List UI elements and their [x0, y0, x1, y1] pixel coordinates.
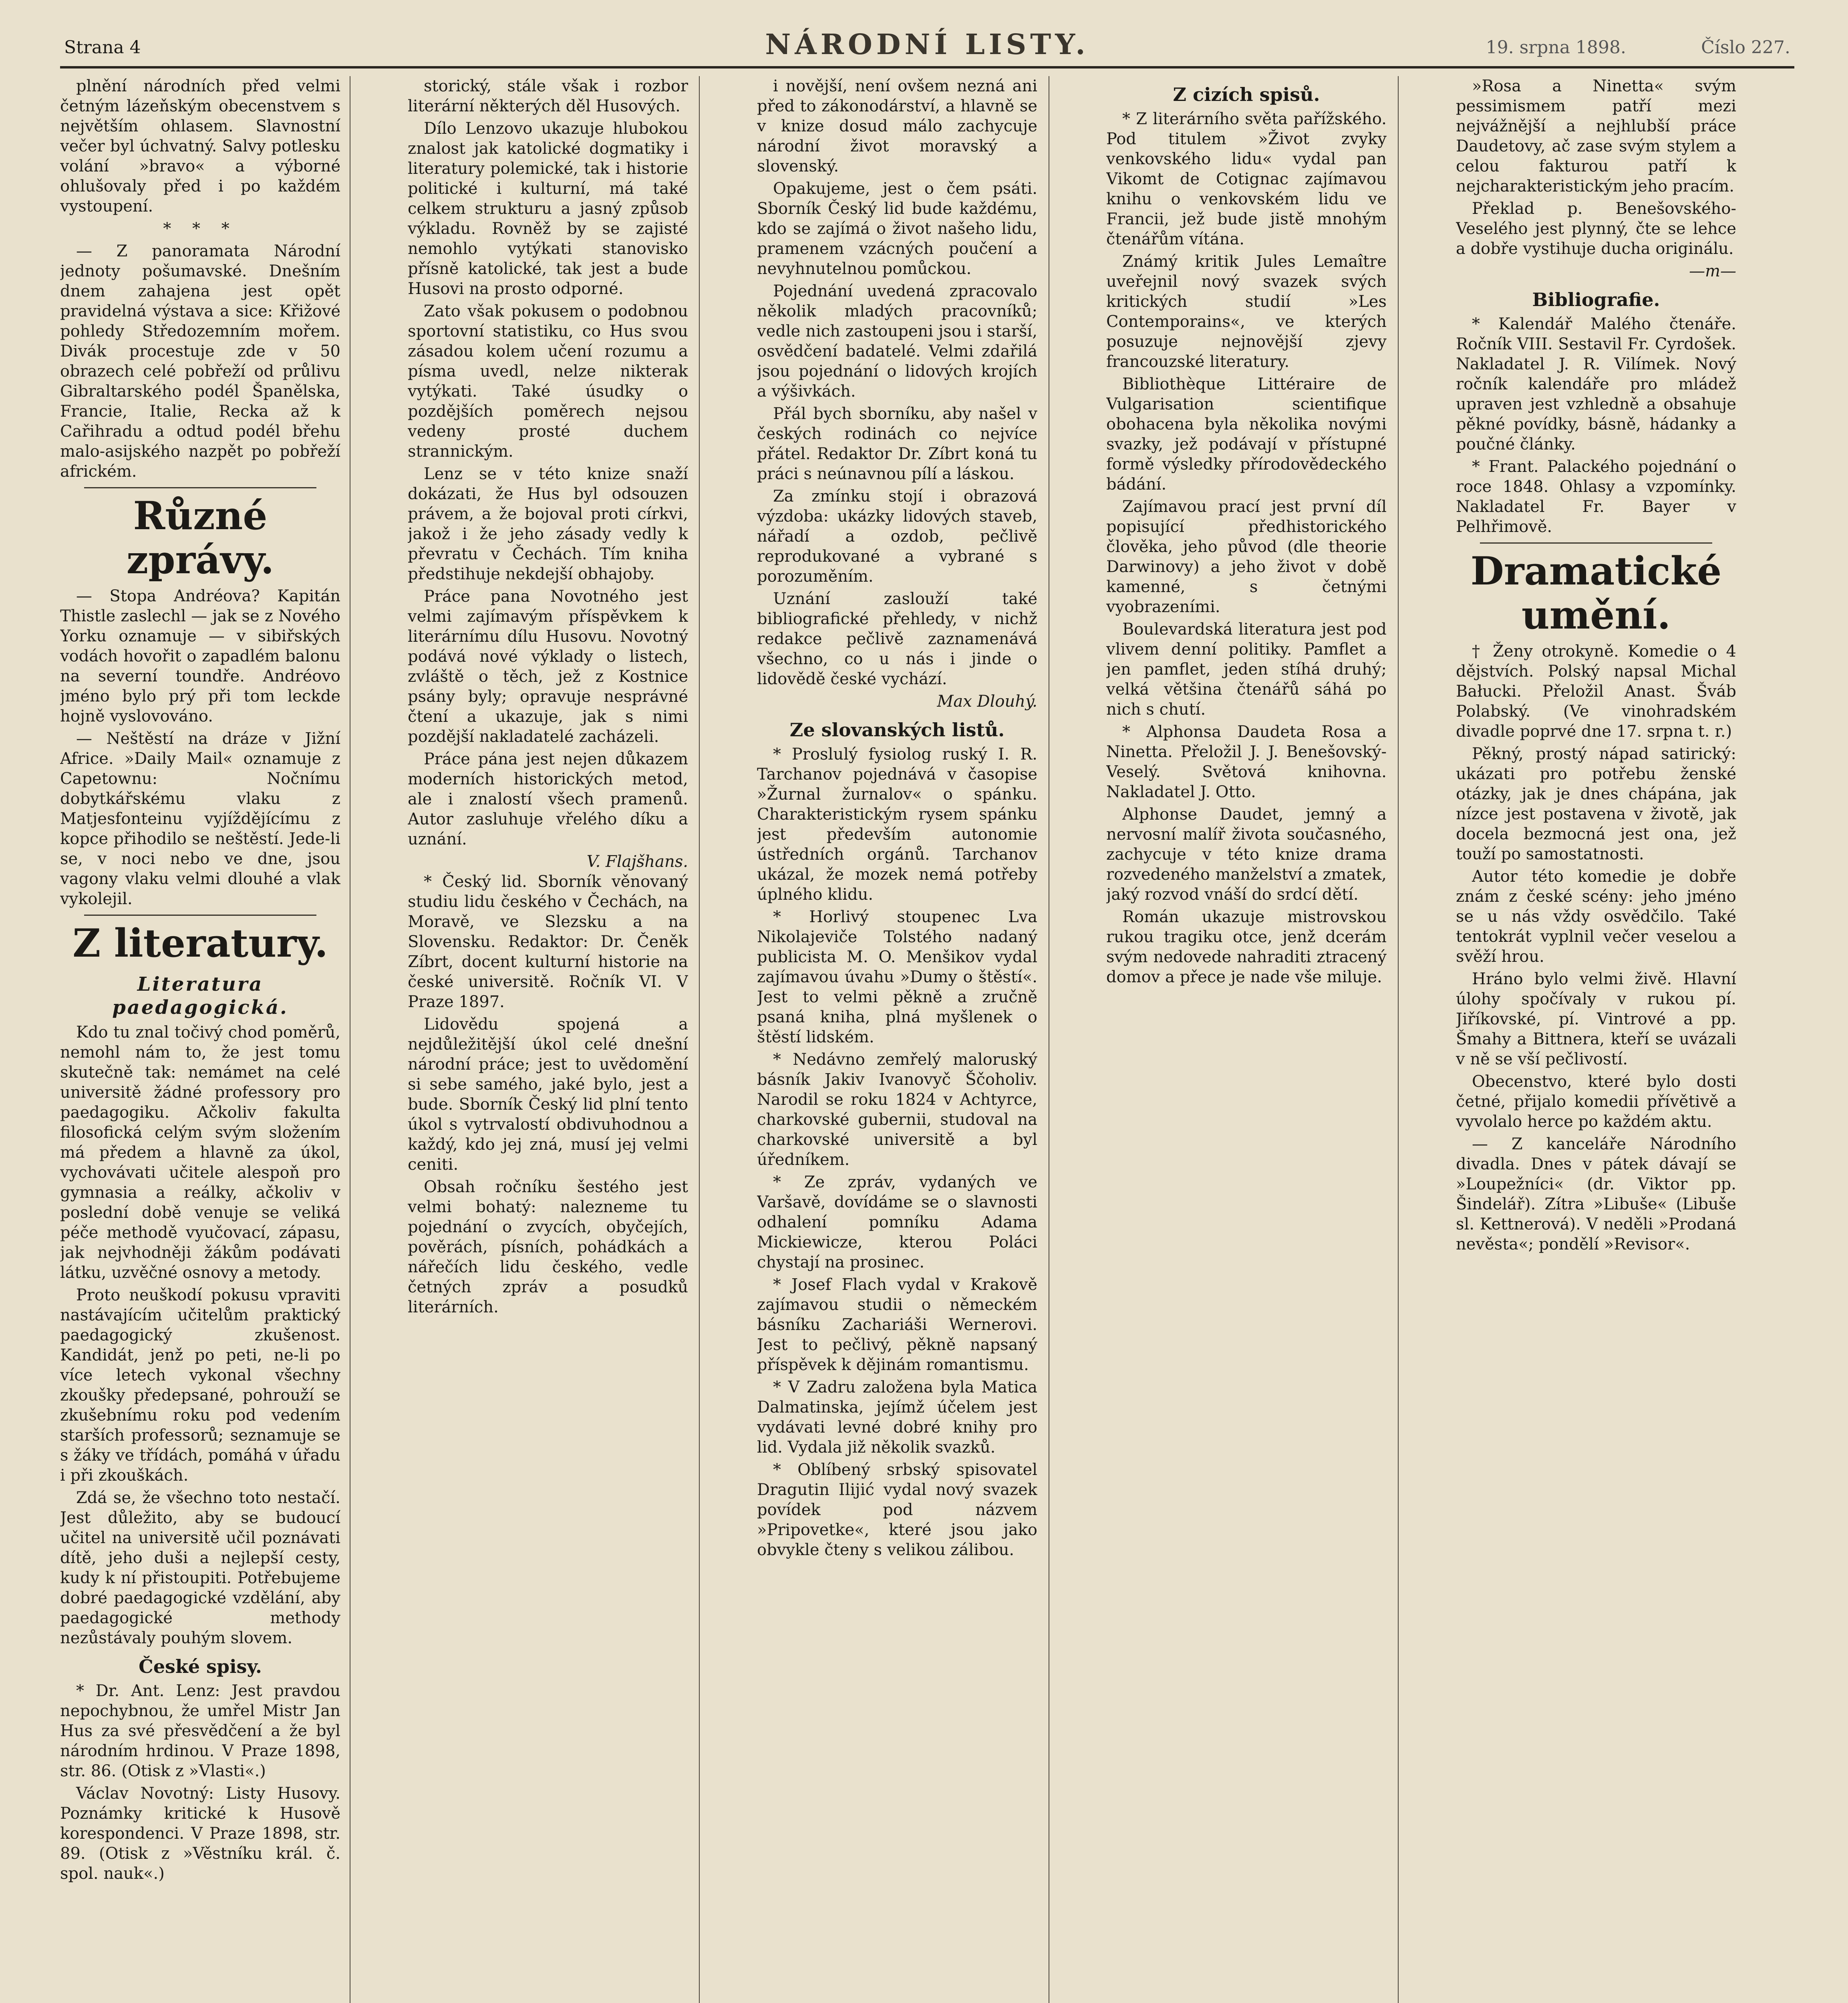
column-1: [60, 76, 340, 2003]
book-entry: * Frant. Palackého pojednání o roce 1848. Ohlasy a vzpomínky. Nakladatel Fr. Bayer v Pelhřimově.: [1456, 457, 1736, 536]
paragraph: Pojednání uvedená zpracovalo několik mladých pracovníků; vedle nich zastoupeni jsou i starší, osvědčení badatelé. Velmi zdařilá jsou pojednání o lidových krojích a výšivkách.: [757, 282, 1037, 401]
paragraph: Proto neuškodí pokusu vpraviti nastávajícím učitelům praktický paedagogický zkušenost. Kandidát, jenž po peti, ne-li po více letech vykonal všechny zkoušky předepsané, pohrouží se zkušebnímu roku pod vedením starších professorů; seznamuje se s žáky ve třídách, pomáhá v úřadu i při zkouškách.: [60, 1286, 340, 1485]
paragraph: Zato však pokusem o podobnou sportovní statistiku, co Hus svou zásadou kolem učení rozumu a písma uvedl, nelze nikterak vytýkati. Také úsudky o pozdějších poměrech nejsou vedeny prosté duchem strannickým.: [408, 302, 688, 461]
paragraph: Známý kritik Jules Lemaître uveřejnil nový svazek svých kritických studií »Les Contemporains«, ve kterých posuzuje nejnovější zjevy francouzské literatury.: [1106, 252, 1387, 371]
column-rule: [699, 76, 700, 2003]
paragraph: Práce pána jest nejen důkazem moderních historických metod, ale i znalostí všech pramenů. Autor zasluhuje vřelého díku a uznání.: [408, 750, 688, 848]
news-item: * Proslulý fysiolog ruský I. R. Tarchanov pojednává v časopise »Žurnal žurnalov« o spánku. Charakteristickým rysem spánku jest především autonomie ústředních orgánů. Tarchanov ukázal, že mozek nemá potřeby úplného klidu.: [757, 745, 1037, 904]
book-entry: * Kalendář Malého čtenáře. Ročník VIII. Sestavil Fr. Cyrdošek. Nakladatel J. R. Vilímek. Nový ročník kalendáře pro mládež upraven jest vzhledně a obsahuje pěkné povídky, básně, hádanky a poučné články.: [1456, 315, 1736, 453]
article-continuation: plnění národních před velmi četným lázeňským obecenstvem s největším ohlasem. Slavnostní večer byl úchvatný. Salvy potlesku volání »bravo« a výborné ohlušovaly před i po každém vystoupení.: [60, 77, 340, 216]
page-header: [60, 22, 1794, 69]
subheading-czech-books: České spisy.: [139, 1656, 262, 1677]
separator: * * *: [163, 220, 238, 238]
masthead: NÁRODNÍ LISTY.: [765, 28, 1089, 61]
subheading-slavic-papers: Ze slovanských listů.: [789, 719, 1005, 741]
author-signature: V. Flajšhans.: [586, 852, 688, 871]
paragraph: Zajímavou prací jest první díl popisující předhistorického člověka, jeho původ (dle theorie Darwinovy) a jeho život v době kamenné, s četnými vyobrazeními.: [1106, 498, 1387, 616]
paragraph: Obecenstvo, které bylo dosti četné, přijalo komedii přívětivě a vyvolalo herce po každém aktu.: [1456, 1072, 1736, 1131]
book-entry: * Dr. Ant. Lenz: Jest pravdou nepochybnou, že umřel Mistr Jan Hus za své přesvědčení a že byl národním hrdinou. V Praze 1898, str. 86. (Otisk z »Vlasti«.): [60, 1682, 340, 1780]
section-heading-literature: Z literatury.: [72, 921, 328, 966]
book-entry: * Český lid. Sborník věnovaný studiu lidu českého v Čechách, na Moravě, ve Slezsku a na Slovensku. Redaktor: Dr. Čeněk Zíbrt, docent kulturní historie na české universitě. Ročník VI. V Praze 1897.: [408, 873, 688, 1011]
column-2: [408, 76, 688, 2003]
paragraph: Alphonse Daudet, jemný a nervosní malíř života současného, zachycuje v této knize drama rozvedeného manželství a zmatek, jaký rozvod vnáší do srdcí dětí.: [1106, 805, 1387, 904]
paragraph: Zdá se, že všechno toto nestačí. Jest důležito, aby se budoucí učitel na universitě učil poznávati dítě, jeho duši a nejlepší cesty, kudy k ní přistoupiti. Potřebujeme dobré paedagogické vzdělání, aby paedagogické methody nezůstávaly pouhým slovem.: [60, 1489, 340, 1647]
paragraph: Opakujeme, jest o čem psáti. Sborník Český lid bude každému, kdo se zajímá o život našeho lidu, pramenem vzácných poučení a nevyhnutelnou pomůckou.: [757, 179, 1037, 278]
divider: [84, 915, 316, 916]
paragraph: Autor této komedie je dobře znám z české scény: jeho jméno se u nás vždy osvědčilo. Také tentokrát vyplnil večer veselou a svěží hrou.: [1456, 867, 1736, 966]
column-5: [1456, 76, 1736, 2003]
news-item: * Josef Flach vydal v Krakově zajímavou studii o německém básníku Zachariáši Wernerovi. Jest to pečlivý, pěkně napsaný příspěvek k dějinám romantismu.: [757, 1276, 1037, 1374]
column-3: [757, 76, 1037, 2003]
page-number: Strana 4: [64, 37, 141, 58]
divider: [84, 487, 316, 488]
news-item: — Neštěstí na dráze v Jižní Africe. »Daily Mail« oznamuje z Capetownu: Nočnímu dobytkářskému vlaku z Matjesfonteinu vyjíždějícímu z kopce přihodilo se neštěstí. Jede-li se, v noci nebo ve dne, jsou vagony vlaku velmi dlouhé a vlak vykolejil.: [60, 729, 340, 908]
paragraph: Přál bych sborníku, aby našel v českých rodinách co nejvíce přátel. Redaktor Dr. Zíbrt koná tu práci s neúnavnou pílí a láskou.: [757, 405, 1037, 483]
section-heading-drama: Dramatické umění.: [1470, 548, 1722, 638]
paragraph: Bibliothèque Littéraire de Vulgarisation scientifique obohacena byla několika novými svazky, jež podávají v přístupné formě výsledky přírodovědeckého bádání.: [1106, 375, 1387, 494]
paragraph: Lenz se v této knize snaží dokázati, že Hus byl odsouzen právem, a že bojoval proti církvi, jakož i že jeho zásady vedly k převratu v Čechách. Tím kniha předstihuje nekdejší obhajoby.: [408, 465, 688, 583]
issue-number: Číslo 227.: [1701, 37, 1790, 58]
paragraph: Román ukazuje mistrovskou rukou tragiku otce, jenž dcerám svým nedovede nahraditi ztracený domov a přece je nade vše miluje.: [1106, 908, 1387, 986]
review-heading: † Ženy otrokyně. Komedie o 4 dějstvích. Polský napsal Michal Bałucki. Přeložil Anast. Šváb Polabský. (Ve vinohradském divadle poprvé dne 17. srpna t. r.): [1456, 642, 1736, 741]
paragraph: storický, stále však i rozbor literární některých děl Husových.: [408, 77, 688, 115]
paragraph: Kdo tu znal točivý chod poměrů, nemohl nám to, že jest tomu skutečně tak: nemámet na celé universitě žádné professory pro paedagogiku. Ačkoliv fakulta filosofická celým svým složením má předem a hlavně za úkol, vychovávati učitele alespoň pro gymnasia a reálky, ačkoliv v poslední době venuje se veliká péče methodě vyučovací, zápasu, jak nejvhodněji žákům podávati látku, uzvěčné osnovy a metody.: [60, 1023, 340, 1282]
news-item: — Stopa Andréova? Kapitán Thistle zaslechl — jak se z Nového Yorku oznamuje — v sibiřských vodách hovořit o zapadlém balonu na severní toundře. Andréovo jméno bylo prý při tom leckde hojně vyslovováno.: [60, 587, 340, 725]
paragraph: Pěkný, prostý nápad satirický: ukázati pro potřebu ženské otázky, jak je dnes chápána, jak nízce jest postavena v životě, jak docela bezmocná jest ona, jež touží po samostatnosti.: [1456, 745, 1736, 863]
column-4: [1106, 76, 1387, 2003]
news-item: — Z kanceláře Národního divadla. Dnes v pátek dávají se »Loupežníci« (dr. Viktor pp. Šindelář). Zítra »Libuše« (Libuše sl. Kettnerová). V neděli »Prodaná nevěsta«; pondělí »Revisor«.: [1456, 1135, 1736, 1253]
paragraph: Lidovědu spojená a nejdůležitější úkol celé dnešní národní práce; jest to uvědomění si sebe samého, jaké bylo, jest a bude. Sborník Český lid plní tento úkol s vytrvalostí obdivuhodnou a každý, kdo jej zná, musí jej velmi ceniti.: [408, 1015, 688, 1174]
author-signature: —m—: [1689, 262, 1736, 280]
paragraph: Boulevardská literatura jest pod vlivem denní politiky. Pamflet a jen pamflet, jeden stíhá druhý; velká většina čtenářů sáhá po nich s chutí.: [1106, 620, 1387, 719]
paragraph: Za zmínku stojí i obrazová výzdoba: ukázky lidových staveb, nářadí a ozdob, pečlivě reprodukované a vybrané s porozuměním.: [757, 487, 1037, 586]
book-entry: * Alphonsa Daudeta Rosa a Ninetta. Přeložil J. J. Benešovský-Veselý. Světová knihovna. Nakladatel J. Otto.: [1106, 723, 1387, 801]
paragraph: Hráno bylo velmi živě. Hlavní úlohy spočívaly v rukou pí. Jiříkovské, pí. Vintrové a pp. Šmahy a Bittnera, kteří se uvázali v ně se vší pečlivostí.: [1456, 970, 1736, 1068]
issue-date: 19. srpna 1898.: [1486, 37, 1626, 58]
subheading-bibliography: Bibliografie.: [1532, 289, 1660, 310]
news-item: * Ze zpráv, vydaných ve Varšavě, dovídáme se o slavnosti odhalení pomníku Adama Mickiewicze, kterou Poláci chystají na prosinec.: [757, 1173, 1037, 1272]
paragraph: i novější, není ovšem nezná ani před to zákonodárství, a hlavně se v knize dosud málo zachycuje národní život moravský a slovenský.: [757, 77, 1037, 175]
author-signature: Max Dlouhý.: [937, 692, 1037, 711]
news-item: — Z panoramata Národní jednoty pošumavské. Dnešním dnem zahajena jest opět pravidelná výstava a sice: Křižové pohledy Středozemním mořem. Divák procestuje zde v 50 obrazech celé pobřeží od průlivu Gibraltarského podél Španělska, Francie, Italie, Recka až k Cařihradu a odtud podél břehu malo-asijského nazpět po pobřeží africkém.: [60, 242, 340, 481]
paragraph: Překlad p. Benešovského-Veselého jest plynný, čte se lehce a dobře vystihuje ducha originálu.: [1456, 199, 1736, 258]
divider: [1480, 542, 1712, 544]
section-heading-misc: Různé zprávy.: [126, 493, 274, 582]
paragraph: »Rosa a Ninetta« svým pessimismem patří mezi nejvážnější a nejhlubší práce Daudetovy, ač zase svým stylem a celou fakturou patří k nejcharakteristickým jeho pracím.: [1456, 77, 1736, 195]
paragraph: Obsah ročníku šestého jest velmi bohatý: nalezneme tu pojednání o zvycích, obyčejích, pověrách, písních, pohádkách a nářečích lidu českého, vedle četných zpráv a posudků literárních.: [408, 1178, 688, 1316]
subheading-pedagogy: Literatura paedagogická.: [112, 973, 288, 1019]
news-item: * V Zadru založena byla Matica Dalmatinska, jejímž účelem jest vydávati levné dobré knihy pro lid. Vydala již několik svazků.: [757, 1378, 1037, 1457]
paragraph: Práce pana Novotného jest velmi zajímavým příspěvkem k literárnímu dílu Husovu. Novotný podává nové výklady o listech, zvláště o těch, jež z Kostnice psány byly; opravuje nesprávné čtení a ukazuje, jak s nimi pozdější nakladatelé zacházeli.: [408, 587, 688, 746]
book-entry: Václav Novotný: Listy Husovy. Poznámky kritické k Husově korespondenci. V Praze 1898, str. 89. (Otisk z »Věstníku král. č. spol. nauk«.): [60, 1784, 340, 1883]
subheading-foreign-writings: Z cizích spisů.: [1173, 84, 1320, 105]
paragraph: Uznání zaslouží také bibliografické přehledy, v nichž redakce pečlivě zaznamenává všechno, co u nás i jinde o lidovědě české vychází.: [757, 590, 1037, 688]
paragraph: * Z literárního světa pařížského. Pod titulem »Život zvyky venkovského lidu« vydal pan Vikomt de Cotignac zajímavou knihu o venkovském lidu ve Francii, jež bude jistě mnohým čtenářům vítána.: [1106, 110, 1387, 248]
column-rule: [1398, 76, 1399, 2003]
paragraph: Dílo Lenzovo ukazuje hlubokou znalost jak katolické dogmatiky i literatury polemické, tak i historie politické i kulturní, má také celkem strukturu a jasný způsob výkladu. Rovněž by se zajisté nemohlo vytýkati stanovisko přísně katolické, tak jest a bude Husovi na prosto odporné.: [408, 119, 688, 298]
news-item: * Nedávno zemřelý maloruský básník Jakiv Ivanovyč Ščoholiv. Narodil se roku 1824 v Achtyrce, charkovské gubernii, studoval na charkovské universitě a byl úředníkem.: [757, 1050, 1037, 1169]
news-item: * Oblíbený srbský spisovatel Dragutin Ilijić vydal nový svazek povídek pod názvem »Pripovetke«, které jsou jako obvykle čteny s velikou zálibou.: [757, 1461, 1037, 1559]
news-item: * Horlivý stoupenec Lva Nikolajeviče Tolstého nadaný publicista M. O. Menšikov vydal zajímavou úvahu »Dumy o štěstí«. Jest to velmi pěkně a zručně psaná kniha, plná myšlenek o štěstí lidském.: [757, 908, 1037, 1046]
